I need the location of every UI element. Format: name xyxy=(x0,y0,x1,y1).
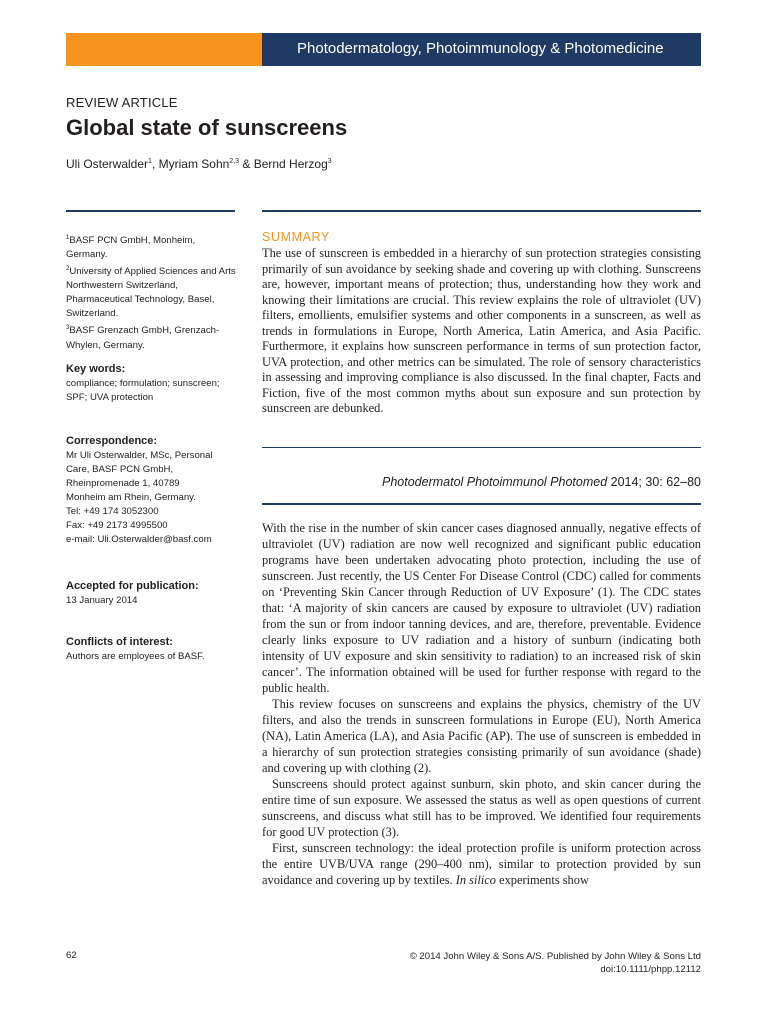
author-affiliation-marker: 2,3 xyxy=(229,158,240,165)
keywords-section xyxy=(66,362,238,405)
affiliation-text: University of Applied Sciences and Arts Northwestern Switzerland, Pharmaceutical Technology, Basel, Switzerland. xyxy=(66,266,236,320)
accepted-heading: Accepted for publication: xyxy=(66,580,199,592)
affiliation-text: BASF Grenzach GmbH, Grenzach-Whylen, Germany. xyxy=(66,325,220,351)
accepted-section xyxy=(66,579,238,608)
keywords-text: compliance; formulation; sunscreen; SPF; UVA protection xyxy=(66,378,220,403)
correspondence-section xyxy=(66,434,238,547)
article-type: REVIEW ARTICLE xyxy=(66,95,178,110)
body-paragraph: With the rise in the number of skin cancer cases diagnosed annually, negative effects of ultraviolet (UV) radiation are now well recognized and significant public education programs have been undertaken advocating photo protection, including the use of sunscreen. Just recently, the US Center For Disease Control (CDC) called for comments on ‘Preventing Skin Cancer through Reduction of UV Exposure’ (1). The CDC states that: ‘A majority of skin cancers are caused by exposure to ultraviolet (UV) radiation from the sun or from indoor tanning devices, and are, therefore, preventable. Evidence clearly links exposure to UV radiation and a history of sunburn (indicating both intensity of UV exposure and skin sensitivity to radiation) to an increased risk of skin cancer’. The information obtained will be used for further response with regard to the public health. xyxy=(262,521,701,695)
summary-bottom-rule xyxy=(262,447,701,448)
summary-text: The use of sunscreen is embedded in a hierarchy of sun protection strategies consisting primarily of sun avoidance by seeking shade and covering up with clothing. Sunscreens are, however, important means of protection; thus, understanding how they work and knowing their limitations are crucial. This review explains the role of ultraviolet (UV) filters, emollients, emulsifier systems and other components in a sunscreen, as well as trends in formulations in Europe, North America, Latin America, and Asia Pacific. Furthermore, it explains how sunscreen performance in terms of sun protection factor, UVA protection, and other metrics can be simulated. The role of sensory characteristics in assessing and improving compliance is also discussed. In the final chapter, Facts and Fiction, five of the most common myths about sun exposure and sun protection by sunscreen are debunked. xyxy=(262,246,701,415)
correspondence-line: Care, BASF PCN GmbH, xyxy=(66,464,174,475)
footer-copyright xyxy=(410,950,701,976)
page-number: 62 xyxy=(66,950,77,961)
doi-text: doi:10.1111/phpp.12112 xyxy=(600,964,701,975)
affiliation-number: 3 xyxy=(66,325,70,332)
affiliation-item xyxy=(66,231,238,262)
correspondence-line: Rheinpromenade 1, 40789 xyxy=(66,478,180,489)
affiliation-item xyxy=(66,321,238,352)
author-separator: , xyxy=(151,157,159,171)
conflicts-section xyxy=(66,635,238,664)
journal-name: Photodermatology, Photoimmunology & Photomedicine xyxy=(297,40,664,57)
author-separator: & xyxy=(239,157,254,171)
author-affiliation-marker: 1 xyxy=(148,158,152,165)
citation-bottom-rule xyxy=(262,503,701,505)
body-text-run: experiments show xyxy=(495,873,589,887)
author-list xyxy=(66,157,332,171)
correspondence-line: Tel: +49 174 3052300 xyxy=(66,506,159,517)
article-body xyxy=(262,520,701,888)
accepted-date: 13 January 2014 xyxy=(66,595,138,606)
author-name: Bernd Herzog xyxy=(253,157,328,171)
affiliations xyxy=(66,231,238,353)
correspondence-line: Fax: +49 2173 4995500 xyxy=(66,520,168,531)
summary-top-rule xyxy=(262,210,701,212)
conflicts-text: Authors are employees of BASF. xyxy=(66,651,205,662)
author-name: Uli Osterwalder xyxy=(66,157,149,171)
body-italic-run: In silico xyxy=(455,873,496,887)
affiliation-text: BASF PCN GmbH, Monheim, Germany. xyxy=(66,235,196,261)
citation-details: 2014; 30: 62–80 xyxy=(607,475,701,489)
citation-journal: Photodermatol Photoimmunol Photomed xyxy=(382,475,608,489)
affiliation-number: 1 xyxy=(66,235,70,241)
sidebar-top-rule xyxy=(66,210,235,212)
correspondence-heading: Correspondence: xyxy=(66,435,158,447)
journal-header-bar xyxy=(262,33,701,66)
keywords-heading: Key words: xyxy=(66,363,126,375)
copyright-text: © 2014 John Wiley & Sons A/S. Published by John Wiley & Sons Ltd xyxy=(409,951,701,962)
author-name: Myriam Sohn xyxy=(158,157,230,171)
affiliation-number: 2 xyxy=(66,266,70,273)
correspondence-email: e-mail: Uli.Osterwalder@basf.com xyxy=(66,534,212,545)
correspondence-line: Monheim am Rhein, Germany. xyxy=(66,492,196,503)
header-accent-bar xyxy=(66,33,262,66)
correspondence-line: Mr Uli Osterwalder, MSc, Personal xyxy=(66,450,213,461)
affiliation-item xyxy=(66,262,238,321)
author-affiliation-marker: 3 xyxy=(327,158,332,165)
conflicts-heading: Conflicts of interest: xyxy=(66,636,173,648)
body-paragraph: Sunscreens should protect against sunburn, skin photo, and skin cancer during the entire time of sun exposure. We assessed the status as well as open questions of current sunscreens, and discuss what still has to be improved. We identified four requirements for good UV protection (3). xyxy=(262,777,701,839)
body-paragraph xyxy=(262,840,701,888)
citation xyxy=(382,475,701,489)
article-title: Global state of sunscreens xyxy=(66,115,348,140)
body-paragraph: This review focuses on sunscreens and explains the physics, chemistry of the UV filters, and also the trends in sunscreen formulations in Europe (EU), North America (NA), Latin America (LA), and Asia Pacific (AP). The use of sunscreen is embedded in a hierarchy of sun protection strategies consisting primarily of sun avoidance (shade) and covering up with clothing (2). xyxy=(262,697,701,775)
summary-heading: SUMMARY xyxy=(262,230,330,244)
body-text-run: First, sunscreen technology: the ideal protection profile is uniform protection across the entire UVB/UVA range (290–400 nm), similar to protection provided by sun avoidance and covering up by textiles. xyxy=(262,841,701,887)
